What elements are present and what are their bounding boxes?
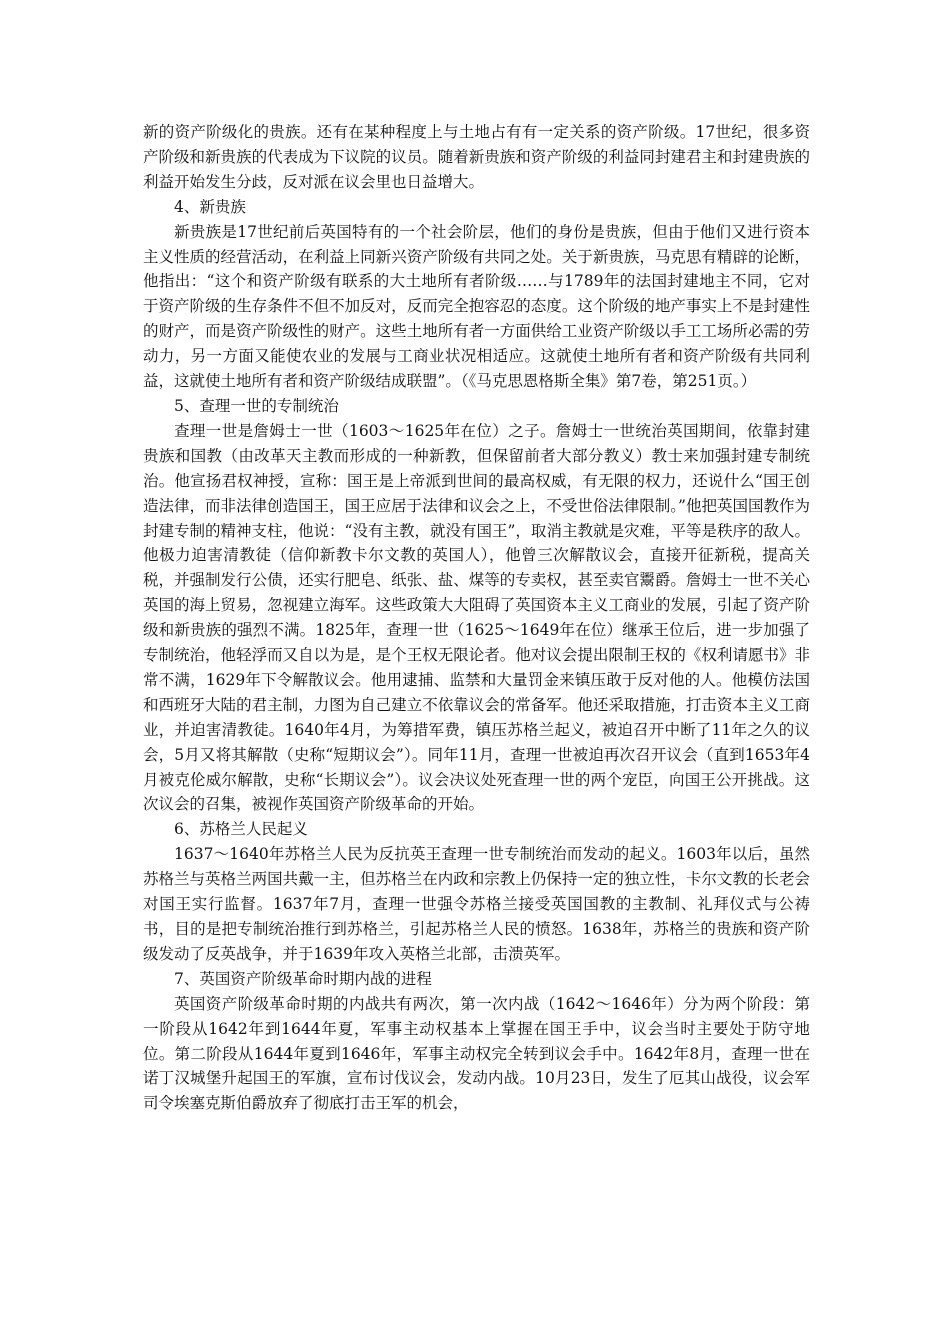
document-page xyxy=(143,120,810,1116)
body-paragraph-scottish-uprising: 1637～1640年苏格兰人民为反抗英王查理一世专制统治而发动的起义。1603年以后，虽然苏格兰与英格兰两国共戴一主，但苏格兰在内政和宗教上仍保持一定的独立性，卡尔文教的长老会对国王实行监督。1637年7月，查理一世强令苏格兰接受英国国教的主教制、礼拜仪式与公祷书，目的是把专制统治推行到苏格兰，引起苏格兰人民的愤怒。1638年，苏格兰的贵族和资产阶级发动了反英战争，并于1639年攻入英格兰北部，击溃英军。 xyxy=(143,845,810,963)
section-heading-scottish-uprising: 6、苏格兰人民起义 xyxy=(174,820,308,839)
section-heading-civil-war: 7、英国资产阶级革命时期内战的进程 xyxy=(174,969,432,988)
body-paragraph-continued: 新的资产阶级化的贵族。还有在某种程度上与土地占有有一定关系的资产阶级。17世纪，很多资产阶级和新贵族的代表成为下议院的议员。随着新贵族和资产阶级的利益同封建君主和封建贵族的利益开始发生分歧，反对派在议会里也日益增大。 xyxy=(143,123,810,191)
section-heading-charles-i: 5、查理一世的专制统治 xyxy=(174,396,339,415)
body-paragraph-new-nobility: 新贵族是17世纪前后英国特有的一个社会阶层，他们的身份是贵族，但由于他们又进行资本主义性质的经营活动，在利益上同新兴资产阶级有共同之处。关于新贵族，马克思有精辟的论断，他指出：“这个和资产阶级有联系的大土地所有者阶级……与1789年的法国封建地主不同，它对于资产阶级的生存条件不但不加反对，反而完全抱容忍的态度。这个阶级的地产事实上不是封建性的财产，而是资产阶级性的财产。这些土地所有者一方面供给工业资产阶级以手工工场所必需的劳动力，另一方面又能使农业的发展与工商业状况相适应。这就使土地所有者和资产阶级有共同利益，这就使土地所有者和资产阶级结成联盟”。（《马克思恩格斯全集》第7卷，第251页。） xyxy=(143,222,810,391)
body-paragraph-civil-war: 英国资产阶级革命时期的内战共有两次，第一次内战（1642～1646年）分为两个阶段：第一阶段从1642年到1644年夏，军事主动权基本上掌握在国王手中，议会当时主要处于防守地位。第二阶段从1644年夏到1646年，军事主动权完全转到议会手中。1642年8月，查理一世在诺丁汉城堡升起国王的军旗，宣布讨伐议会，发动内战。10月23日，发生了厄其山战役，议会军司令埃塞克斯伯爵放弃了彻底打击王军的机会， xyxy=(143,994,810,1113)
body-paragraph-charles-i: 查理一世是詹姆士一世（1603～1625年在位）之子。詹姆士一世统治英国期间，依靠封建贵族和国教（由改革天主教而形成的一种新教，但保留前者大部分教义）教士来加强封建专制统治。他宣扬君权神授，宣称：国王是上帝派到世间的最高权威，有无限的权力，还说什么“国王创造法律，而非法律创造国王，国王应居于法律和议会之上，不受世俗法律限制。”他把英国国教作为封建专制的精神支柱，他说：“没有主教，就没有国王”，取消主教就是灾难，平等是秩序的敌人。他极力迫害清教徒（信仰新教卡尔文教的英国人），他曾三次解散议会，直接开征新税，提高关税，并强制发行公债，还实行肥皂、纸张、盐、煤等的专卖权，甚至卖官鬻爵。詹姆士一世不关心英国的海上贸易，忽视建立海军。这些政策大大阻碍了英国资本主义工商业的发展，引起了资产阶级和新贵族的强烈不满。1825年，查理一世（1625～1649年在位）继承王位后，进一步加强了专制统治，他轻浮而又自以为是，是个王权无限论者。他对议会提出限制王权的《权利请愿书》非常不满，1629年下令解散议会。他用逮捕、监禁和大量罚金来镇压敢于反对他的人。他模仿法国和西班牙大陆的君主制，力图为自己建立不依靠议会的常备军。他还采取措施，打击资本主义工商业，并迫害清教徒。1640年4月，为筹措军费，镇压苏格兰起义，被迫召开中断了11年之久的议会，5月又将其解散（史称“短期议会”）。同年11月，查理一世被迫再次召开议会（直到1653年4月被克伦威尔解散，史称“长期议会”）。议会决议处死查理一世的两个宠臣，向国王公开挑战。这次议会的召集，被视作英国资产阶级革命的开始。 xyxy=(143,421,810,814)
section-heading-new-nobility: 4、新贵族 xyxy=(174,197,246,216)
